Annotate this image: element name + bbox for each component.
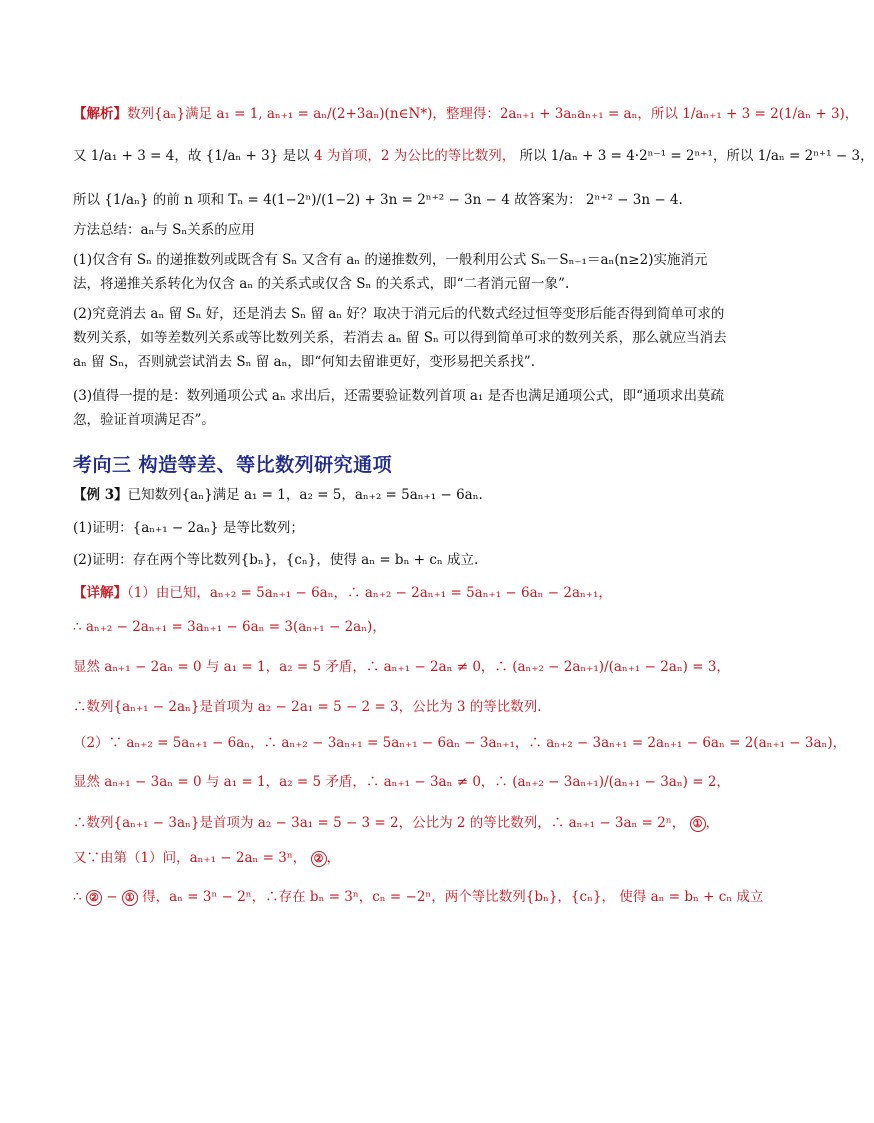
summary-title: 方法总结：aₙ与 Sₙ关系的应用	[73, 222, 255, 238]
circled-one-mark-ref: ①	[122, 890, 138, 906]
example-question-2: (2)证明：存在两个等比数列{bₙ}，{cₙ}，使得 aₙ = bₙ + cₙ 成立.	[73, 552, 479, 568]
detail-line-5: （2）∵ aₙ₊₂ = 5aₙ₊₁ − 6aₙ，∴ aₙ₊₂ − 3aₙ₊₁ = 5aₙ₊₁ − 6aₙ − 3aₙ₊₁，∴ aₙ₊₂ − 3aₙ₊₁ = 2aₙ₊₁ − 6aₙ = 2(aₙ₊₁ − 3aₙ)，	[73, 735, 847, 751]
summary-point-3: (3)值得一提的是：数列通项公式 aₙ 求出后，还需要验证数列首项 a₁ 是否也满足通项公式，即“通项求出莫疏忽，验证首项满足否”。	[73, 388, 725, 428]
analysis-line-3	[73, 190, 734, 210]
analysis-text-3: 所以 {1/aₙ} 的前 n 项和 Tₙ = 4(1−2ⁿ)/(1−2) + 3n = 2ⁿ⁺² − 3n − 4 故答案为： 2ⁿ⁺² − 3n − 4.	[73, 192, 683, 208]
detail-line-1	[73, 583, 734, 603]
detail-text-7: ∴数列{aₙ₊₁ − 3aₙ}是首项为 a₂ − 3a₁ = 5 − 3 = 2，公比为 2 的等比数列，∴ aₙ₊₁ − 3aₙ = 2ⁿ，	[73, 815, 686, 831]
example-stem	[73, 485, 734, 505]
detail-line-6: 显然 aₙ₊₁ − 3aₙ = 0 与 a₁ = 1，a₂ = 5 矛盾，∴ aₙ₊₁ − 3aₙ ≠ 0，∴ (aₙ₊₂ − 3aₙ₊₁)/(aₙ₊₁ − 3aₙ) = 2，	[73, 774, 730, 790]
circled-two-mark-ref: ②	[86, 890, 102, 906]
therefore-symbol: ∴	[73, 889, 82, 905]
detail-text-9: 得，aₙ = 3ⁿ − 2ⁿ，∴存在 bₙ = 3ⁿ，cₙ = −2ⁿ，两个等比数列{bₙ}，{cₙ}， 使得 aₙ = bₙ + cₙ 成立	[142, 889, 764, 905]
analysis-text-2a: 又 1/a₁ + 3 = 4，故 {1/aₙ + 3} 是以	[73, 148, 310, 164]
detail-line-3: 显然 aₙ₊₁ − 2aₙ = 0 与 a₁ = 1，a₂ = 5 矛盾，∴ aₙ₊₁ − 2aₙ ≠ 0，∴ (aₙ₊₂ − 2aₙ₊₁)/(aₙ₊₁ − 2aₙ) = 3，	[73, 659, 730, 675]
example-tag: 【例 3】	[73, 487, 128, 503]
example-question-1: (1)证明：{aₙ₊₁ − 2aₙ} 是等比数列；	[73, 520, 304, 536]
summary-point-2: (2)究竟消去 aₙ 留 Sₙ 好，还是消去 Sₙ 留 aₙ 好？取决于消元后的代数式经过恒等变形后能否得到简单可求的数列关系，如等差数列关系或等比数列关系，若消去 aₙ 留 Sₙ 可以得到简单可求的数列关系，那么就应当消去 aₙ 留 Sₙ，否则就尝试消去 Sₙ 留 aₙ，即“何知去留谁更好，变形易把关系找”.	[73, 306, 727, 370]
analysis-text-2b: 4 为首项，2 为公比的等比数列，	[313, 148, 516, 164]
summary-point-1: (1)仅含有 Sₙ 的递推数列或既含有 Sₙ 又含有 aₙ 的递推数列，一般利用公式 Sₙ－Sₙ₋₁＝aₙ(n≥2)实施消元法，将递推关系转化为仅含 aₙ 的关系式或仅含 Sₙ 的关系式，即“二者消元留一象”.	[73, 252, 708, 292]
detail-line-9	[73, 887, 764, 907]
detail-text-8: 又∵由第（1）问，aₙ₊₁ − 2aₙ = 3ⁿ，	[73, 850, 307, 866]
minus-symbol: −	[106, 889, 118, 905]
circled-two-mark: ②	[311, 851, 327, 867]
detail-text-1: （1）由已知，aₙ₊₂ = 5aₙ₊₁ − 6aₙ，∴ aₙ₊₂ − 2aₙ₊₁ = 5aₙ₊₁ − 6aₙ − 2aₙ₊₁，	[127, 585, 612, 601]
detail-line-4: ∴数列{aₙ₊₁ − 2aₙ}是首项为 a₂ − 2a₁ = 5 − 2 = 3，公比为 3 的等比数列.	[73, 699, 542, 715]
analysis-line-1	[73, 104, 859, 124]
example-stem-text: 已知数列{aₙ}满足 a₁ = 1，a₂ = 5，aₙ₊₂ = 5aₙ₊₁ − 6aₙ.	[127, 487, 483, 503]
detail-line-7: ∴数列{aₙ₊₁ − 3aₙ}是首项为 a₂ − 3a₁ = 5 − 3 = 2，公比为 2 的等比数列，∴ aₙ₊₁ − 3aₙ = 2ⁿ， ① ，	[73, 815, 720, 831]
detail-line-2: ∴ aₙ₊₂ − 2aₙ₊₁ = 3aₙ₊₁ − 6aₙ = 3(aₙ₊₁ − 2aₙ)，	[73, 619, 386, 635]
analysis-text-2c: 所以 1/aₙ + 3 = 4·2ⁿ⁻¹ = 2ⁿ⁺¹，所以 1/aₙ = 2ⁿ⁺¹ − 3，	[519, 148, 874, 164]
analysis-text-1: 数列{aₙ}满足 a₁ = 1, aₙ₊₁ = aₙ/(2+3aₙ)(n∈N*)，整理得：2aₙ₊₁ + 3aₙaₙ₊₁ = aₙ，所以 1/aₙ₊₁ + 3 = 2(1/aₙ + 3)，	[127, 106, 859, 122]
analysis-line-2	[73, 146, 874, 166]
circled-one-mark: ①	[690, 816, 706, 832]
analysis-tag: 【解析】	[73, 106, 127, 122]
detail-line-8: 又∵由第（1）问，aₙ₊₁ − 2aₙ = 3ⁿ， ② ，	[73, 850, 341, 866]
detail-tag: 【详解】	[73, 585, 127, 601]
section-heading: 考向三 构造等差、等比数列研究通项	[73, 454, 393, 476]
